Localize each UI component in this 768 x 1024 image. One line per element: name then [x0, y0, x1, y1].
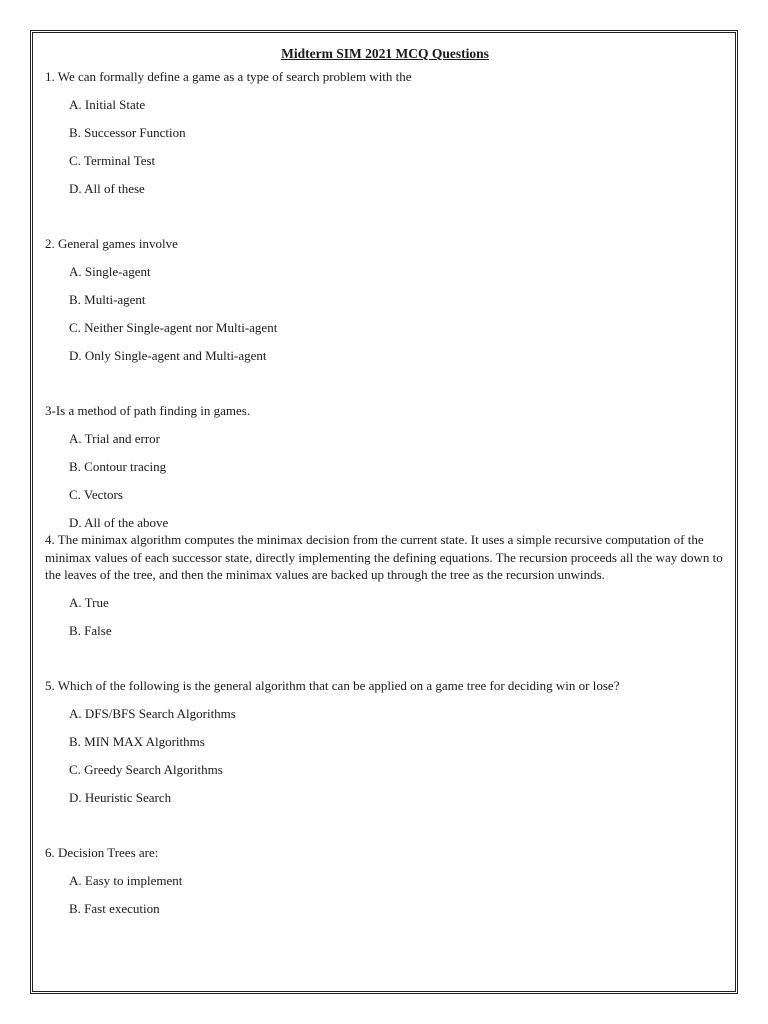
- option-c: C. Vectors: [69, 486, 123, 502]
- option-a: A. True: [69, 594, 109, 610]
- option-list: [45, 872, 725, 918]
- question-4: [45, 531, 725, 639]
- option-a: A. Initial State: [69, 96, 146, 112]
- document-body: [45, 45, 725, 928]
- option-c: C. Terminal Test: [69, 152, 156, 168]
- option-a: A. Single-agent: [69, 263, 151, 279]
- option-b: B. False: [69, 622, 112, 638]
- option-list: [45, 705, 725, 807]
- question-6: [45, 844, 725, 917]
- page-border: [30, 30, 738, 994]
- option-b: B. Successor Function: [69, 124, 186, 140]
- option-a: A. DFS/BFS Search Algorithms: [69, 705, 236, 721]
- question-text: 5. Which of the following is the general algorithm that can be applied on a game tree for deciding win or lose?: [45, 678, 620, 693]
- question-text: 2. General games involve: [45, 236, 178, 251]
- question-text: 4. The minimax algorithm computes the minimax decision from the current state. It uses a simple recursive computation of the minimax values of each successor state, directly implementing the defining equations. The recursion proceeds all the way down to the leaves of the tree, and then the minimax values are backed up through the tree as the recursion unwinds.: [45, 532, 723, 582]
- question-1: [45, 68, 725, 197]
- option-c: C. Neither Single-agent nor Multi-agent: [69, 319, 278, 335]
- option-list: [45, 594, 725, 640]
- option-b: B. Contour tracing: [69, 458, 167, 474]
- option-b: B. Fast execution: [69, 900, 160, 916]
- option-d: D. All of these: [69, 180, 145, 196]
- option-b: B. MIN MAX Algorithms: [69, 733, 205, 749]
- question-5: [45, 677, 725, 806]
- question-text: 6. Decision Trees are:: [45, 845, 159, 860]
- option-d: D. Heuristic Search: [69, 789, 172, 805]
- option-d: D. Only Single-agent and Multi-agent: [69, 347, 267, 363]
- option-c: C. Greedy Search Algorithms: [69, 761, 223, 777]
- option-list: [45, 96, 725, 198]
- option-list: [45, 430, 725, 532]
- question-text: 3-Is a method of path finding in games.: [45, 403, 251, 418]
- document-title: Midterm SIM 2021 MCQ Questions: [281, 46, 489, 61]
- option-d: D. All of the above: [69, 514, 169, 530]
- option-list: [45, 263, 725, 365]
- option-a: A. Trial and error: [69, 430, 160, 446]
- option-b: B. Multi-agent: [69, 291, 146, 307]
- question-3: [45, 402, 725, 531]
- question-text: 1. We can formally define a game as a type of search problem with the: [45, 69, 412, 84]
- option-a: A. Easy to implement: [69, 872, 183, 888]
- question-2: [45, 235, 725, 364]
